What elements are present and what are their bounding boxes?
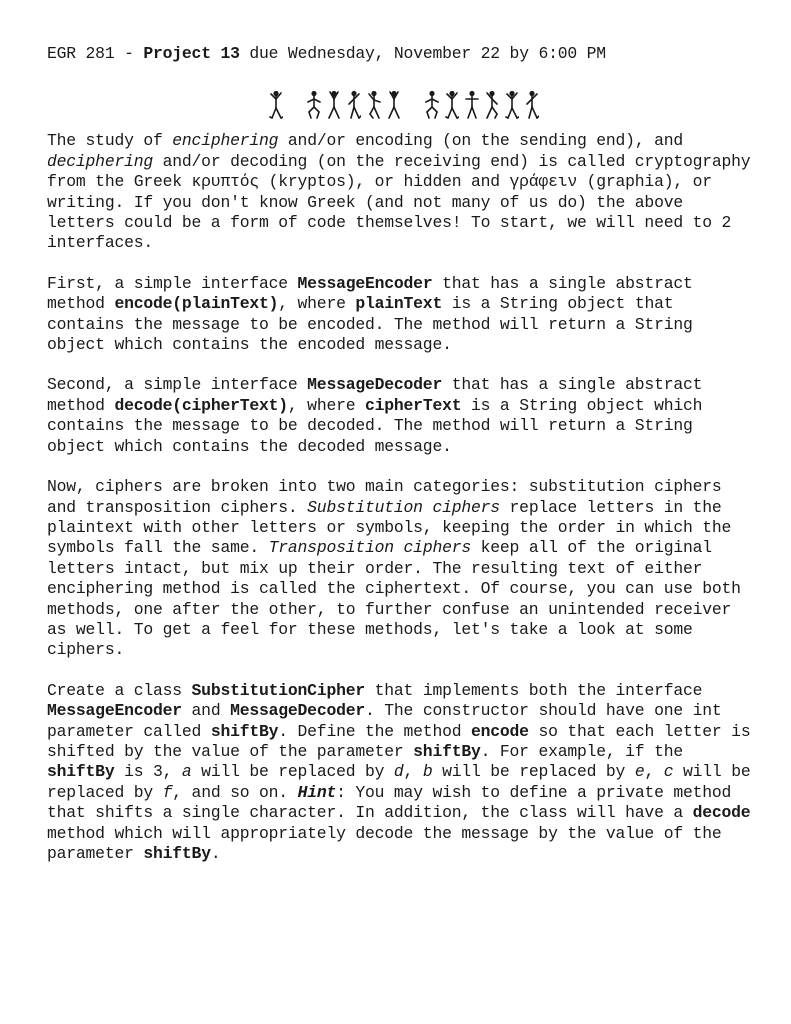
- paragraph-message-encoder: First, a simple interface MessageEncoder that has a single abstract method encode(plainText), where plainText is a String object that contains the message to be encoded. The method will return a String object which contains the encoded message.: [47, 273, 693, 355]
- dancing-men-icon: [485, 90, 499, 120]
- paragraph-cipher-categories: Now, ciphers are broken into two main categories: substitution ciphers and transposition ciphers. Substitution ciphers replace letters in the plaintext with other letters or symbols, keeping the order in which the symbols fall the same. Transposition ciphers keep all of the original letters intact, but mix up their order. The resulting text of either enciphering method is called the ciphertext. Of course, you can use both methods, one after the other, to further confuse an unintended receiver as well. To get a feel for these methods, let's take a look at some ciphers.: [47, 477, 741, 660]
- project-number: Project 13: [143, 44, 240, 63]
- dancing-men-icon: [347, 90, 361, 120]
- due-date: due Wednesday, November 22 by 6:00 PM: [239, 44, 606, 63]
- paragraph-intro: The study of enciphering and/or encoding (on the sending end), and deciphering and/or decoding (on the receiving end) is called cryptography from the Greek κρυπτός (kryptos), or hidden and γράφειν (graphia), or writing. If you don't know Greek (and not many of us do) the above letters could be a form of code themselves! To start, we will need to 2 interfaces.: [47, 131, 751, 253]
- dancing-men-icon: [269, 90, 283, 120]
- dancing-men-icon: [425, 90, 439, 120]
- dancing-men-banner: [47, 86, 751, 120]
- cipher-word-1: [269, 90, 283, 120]
- page-title: [47, 44, 751, 64]
- cipher-word-3: [425, 90, 539, 120]
- dancing-men-icon: [327, 90, 341, 120]
- dancing-men-icon: [505, 90, 519, 120]
- dancing-men-icon: [445, 90, 459, 120]
- paragraph-substitution-cipher: Create a class SubstitutionCipher that implements both the interface MessageEncoder and MessageDecoder. The constructor should have one int parameter called shiftBy. Define the method encode so that each letter is shifted by the value of the parameter shiftBy. For example, if the shiftBy is 3, a will be replaced by d, b will be replaced by e, c will be replaced by f, and so on. Hint: You may wish to define a private method that shifts a single character. In addition, the class will have a decode method which will appropriately decode the message by the value of the parameter shiftBy.: [47, 680, 751, 863]
- course-code: EGR 281 -: [47, 44, 144, 63]
- document-page: [47, 44, 751, 884]
- dancing-men-icon: [307, 90, 321, 120]
- dancing-men-icon: [465, 90, 479, 120]
- paragraph-message-decoder: Second, a simple interface MessageDecoder that has a single abstract method decode(cipherText), where cipherText is a String object which contains the message to be decoded. The method will return a String object which contains the decoded message.: [47, 375, 703, 456]
- cipher-word-2: [307, 90, 401, 120]
- dancing-men-icon: [525, 90, 539, 120]
- dancing-men-icon: [367, 90, 381, 120]
- dancing-men-icon: [387, 90, 401, 120]
